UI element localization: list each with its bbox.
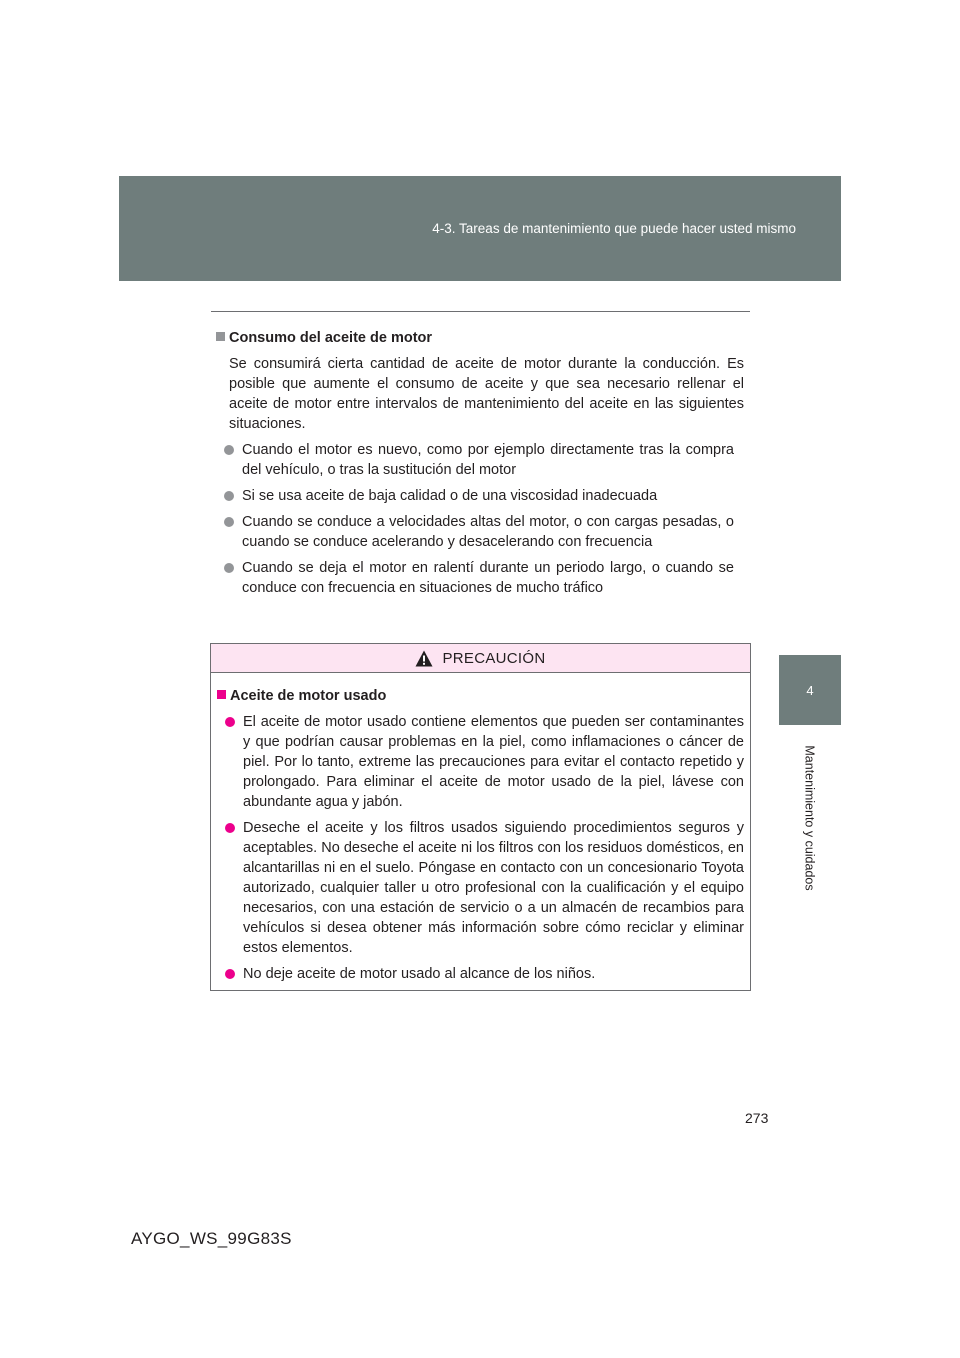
section-heading-text: Consumo del aceite de motor bbox=[229, 330, 433, 346]
list-item: El aceite de motor usado contiene elementos que pueden ser contaminantes y que podrían causar problemas en la piel, como inflamaciones o cáncer de piel. Por lo tanto, extreme las precauciones para evitar el contacto repetido y prolongado. Para eliminar el aceite de motor usado de la piel, lávese con abundante agua y jabón. bbox=[243, 712, 744, 812]
document-code: AYGO_WS_99G83S bbox=[131, 1229, 292, 1248]
caution-bullet-list bbox=[243, 712, 744, 984]
chapter-title: 4-3. Tareas de mantenimiento que puede hacer usted mismo bbox=[432, 221, 796, 236]
list-item: No deje aceite de motor usado al alcance de los niños. bbox=[243, 964, 744, 984]
chapter-tab-label-wrap bbox=[779, 733, 841, 903]
list-item: Si se usa aceite de baja calidad o de una viscosidad inadecuada bbox=[242, 486, 734, 506]
bullet-dot-icon bbox=[225, 717, 235, 727]
bullet-dot-icon bbox=[224, 517, 234, 527]
chapter-tab-number: 4 bbox=[779, 655, 841, 725]
list-item: Cuando se deja el motor en ralentí durante un periodo largo, o cuando se conduce con frecuencia en situaciones de mucho tráfico bbox=[242, 558, 734, 598]
section-oil-consumption bbox=[216, 328, 744, 604]
caution-box bbox=[210, 643, 751, 991]
list-item: Deseche el aceite y los filtros usados siguiendo procedimientos seguros y aceptables. No deseche el aceite ni los filtros con los residuos domésticos, en alcantarillas ni en el suelo. Póngase en contacto con un concesionario Toyota autorizado, cualquier taller u otro profesional con la cualificación y el equipo necesarios, con una estación de servicio o a un almacén de recambios para vehículos si desea obtener más información sobre cómo reciclar y eliminar estos elementos. bbox=[243, 818, 744, 958]
bullet-dot-icon bbox=[225, 823, 235, 833]
list-item: Cuando se conduce a velocidades altas del motor, o con cargas pesadas, o cuando se conduce acelerando y desacelerando con frecuencia bbox=[242, 512, 734, 552]
section-bullet-list bbox=[242, 440, 734, 598]
bullet-dot-icon bbox=[225, 969, 235, 979]
caution-title: PRECAUCIÓN bbox=[442, 649, 546, 667]
caution-header bbox=[211, 644, 750, 673]
list-item: Cuando el motor es nuevo, como por ejemplo directamente tras la compra del vehículo, o tras la sustitución del motor bbox=[242, 440, 734, 480]
bullet-dot-icon bbox=[224, 445, 234, 455]
bullet-dot-icon bbox=[224, 491, 234, 501]
bullet-dot-icon bbox=[224, 563, 234, 573]
warning-triangle-icon bbox=[415, 650, 433, 667]
chapter-header bbox=[119, 176, 841, 281]
section-heading bbox=[216, 328, 744, 348]
square-bullet-icon bbox=[217, 690, 226, 699]
square-bullet-icon bbox=[216, 332, 225, 341]
page-number: 273 bbox=[745, 1110, 769, 1126]
section-intro: Se consumirá cierta cantidad de aceite de motor durante la conducción. Es posible que aumente el consumo de aceite y que sea necesario rellenar el aceite de motor entre intervalos de mantenimiento del aceite en las siguientes situaciones. bbox=[229, 356, 744, 432]
top-divider bbox=[211, 311, 750, 312]
caution-heading-text: Aceite de motor usado bbox=[230, 688, 387, 704]
chapter-tab-label: Mantenimiento y cuidados bbox=[803, 745, 818, 891]
caution-body bbox=[211, 673, 750, 984]
caution-heading bbox=[217, 686, 744, 706]
